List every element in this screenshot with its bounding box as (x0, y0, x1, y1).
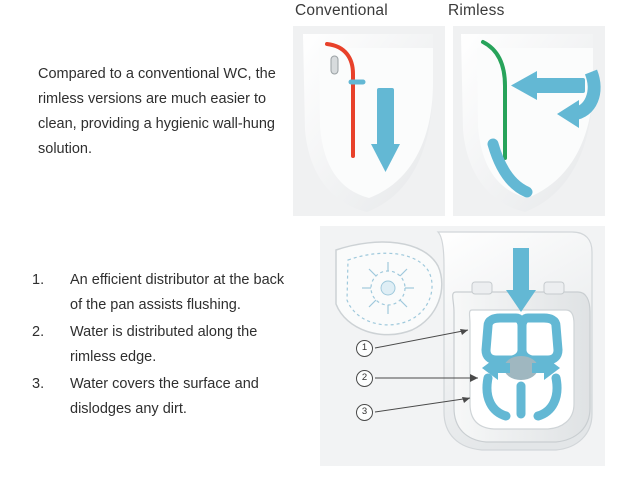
intro-paragraph: Compared to a conventional WC, the rimless versions are much easier to clean, providing a hygienic wall-hung solution. (38, 66, 276, 157)
steps-list (32, 268, 300, 424)
conventional-panel-title: Conventional (295, 2, 388, 19)
conventional-cutaway-image (293, 26, 445, 216)
step-text: Water covers the surface and dislodges any dirt. (70, 376, 259, 417)
open-lid (336, 242, 442, 335)
callout-1: 1 (356, 340, 373, 357)
callout-3: 3 (356, 404, 373, 421)
list-item (32, 372, 300, 422)
step-number: 2. (32, 324, 45, 340)
step-text: An efficient distributor at the back of the pan assists flushing. (70, 272, 285, 313)
callout-2: 2 (356, 370, 373, 387)
rimless-cutaway-illustration (453, 26, 605, 216)
rimless-panel-title: Rimless (448, 2, 505, 19)
conventional-cutaway-illustration (293, 26, 445, 216)
rimless-top-view-image (320, 226, 605, 466)
step-number: 1. (32, 272, 45, 288)
list-item (32, 320, 300, 370)
rimless-cutaway-image (453, 26, 605, 216)
list-item (32, 268, 300, 318)
step-number: 3. (32, 376, 45, 392)
step-text: Water is distributed along the rimless edge. (70, 324, 258, 365)
